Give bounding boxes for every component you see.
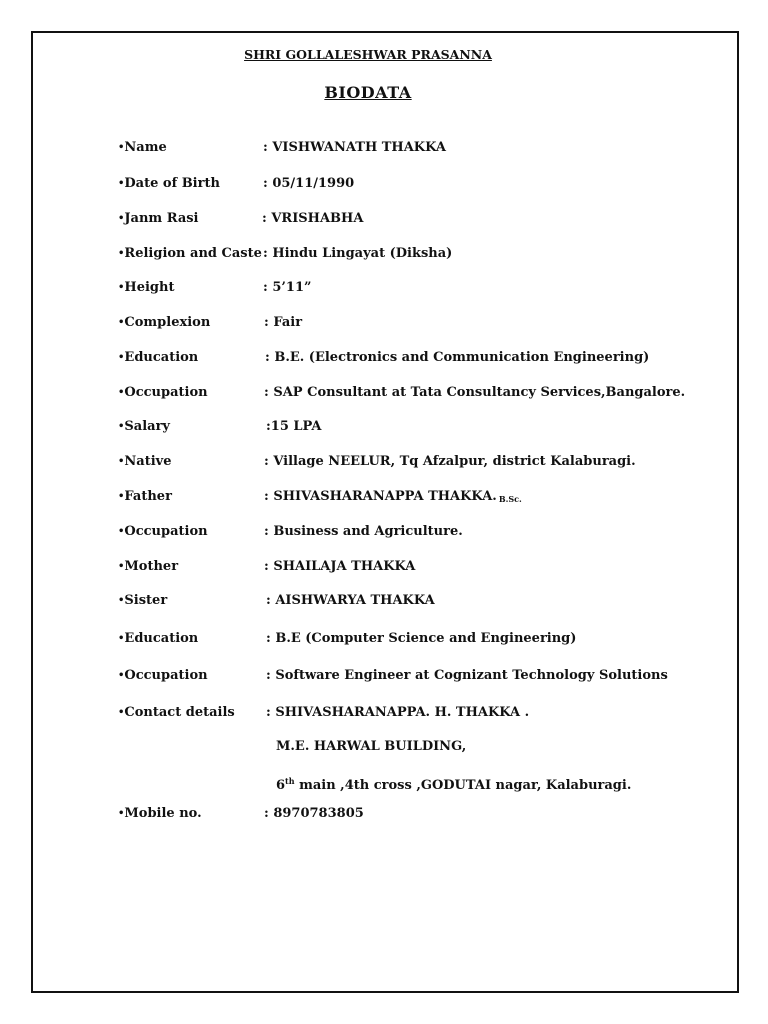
field-value-sister-education: : B.E (Computer Science and Engineering) — [266, 631, 577, 646]
father-degree: B.Sc. — [498, 494, 522, 504]
field-label-complexion: •Complexion — [118, 315, 211, 330]
field-value-mother: : SHAILAJA THAKKA — [264, 559, 416, 574]
field-value-salary: :15 LPA — [266, 419, 322, 434]
field-label-father: •Father — [118, 489, 172, 504]
field-value-sister: : AISHWARYA THAKKA — [266, 593, 435, 608]
field-value-mobile: : 8970783805 — [264, 806, 364, 821]
field-label-height: •Height — [118, 280, 175, 295]
document-heading: BIODATA — [324, 83, 412, 102]
field-label-religion: •Religion and Caste — [118, 246, 262, 261]
field-value-name: : VISHWANATH THAKKA — [263, 140, 446, 155]
contact-address-line: 6th main ,4th cross ,GODUTAI nagar, Kalaburagi. — [276, 776, 632, 793]
field-value-dob: : 05/11/1990 — [263, 176, 355, 191]
field-label-rasi: •Janm Rasi — [118, 211, 199, 226]
field-label-occupation: •Occupation — [118, 385, 208, 400]
field-label-sister: •Sister — [118, 593, 168, 608]
field-value-native: : Village NEELUR, Tq Afzalpur, district Kalaburagi. — [264, 454, 636, 469]
field-label-education: •Education — [118, 350, 199, 365]
field-label-salary: •Salary — [118, 419, 170, 434]
field-value-occupation: : SAP Consultant at Tata Consultancy Services,Bangalore. — [264, 385, 686, 400]
field-label-sister-education: •Education — [118, 631, 199, 646]
field-value-contact: : SHIVASHARANAPPA. H. THAKKA . — [266, 705, 530, 720]
field-value-complexion: : Fair — [264, 315, 303, 330]
field-value-father-occupation: : Business and Agriculture. — [264, 524, 463, 539]
field-value-rasi: : VRISHABHA — [262, 211, 364, 226]
field-label-mother: •Mother — [118, 559, 179, 574]
field-label-mobile: •Mobile no. — [118, 806, 202, 821]
field-label-native: •Native — [118, 454, 172, 469]
field-label-contact: •Contact details — [118, 705, 235, 720]
field-value-height: : 5’11” — [263, 280, 312, 295]
field-label-dob: •Date of Birth — [118, 176, 220, 191]
contact-address-line: M.E. HARWAL BUILDING, — [276, 739, 467, 754]
document-title: SHRI GOLLALESHWAR PRASANNA — [244, 47, 492, 62]
field-value-father: : SHIVASHARANAPPA THAKKA. B.Sc. — [264, 489, 522, 504]
field-label-name: •Name — [118, 140, 167, 155]
field-value-sister-occupation: : Software Engineer at Cognizant Technology Solutions — [266, 668, 668, 683]
field-label-father-occupation: •Occupation — [118, 524, 208, 539]
field-value-education: : B.E. (Electronics and Communication Engineering) — [265, 350, 650, 365]
field-label-sister-occupation: •Occupation — [118, 668, 208, 683]
field-value-religion: : Hindu Lingayat (Diksha) — [263, 246, 453, 261]
